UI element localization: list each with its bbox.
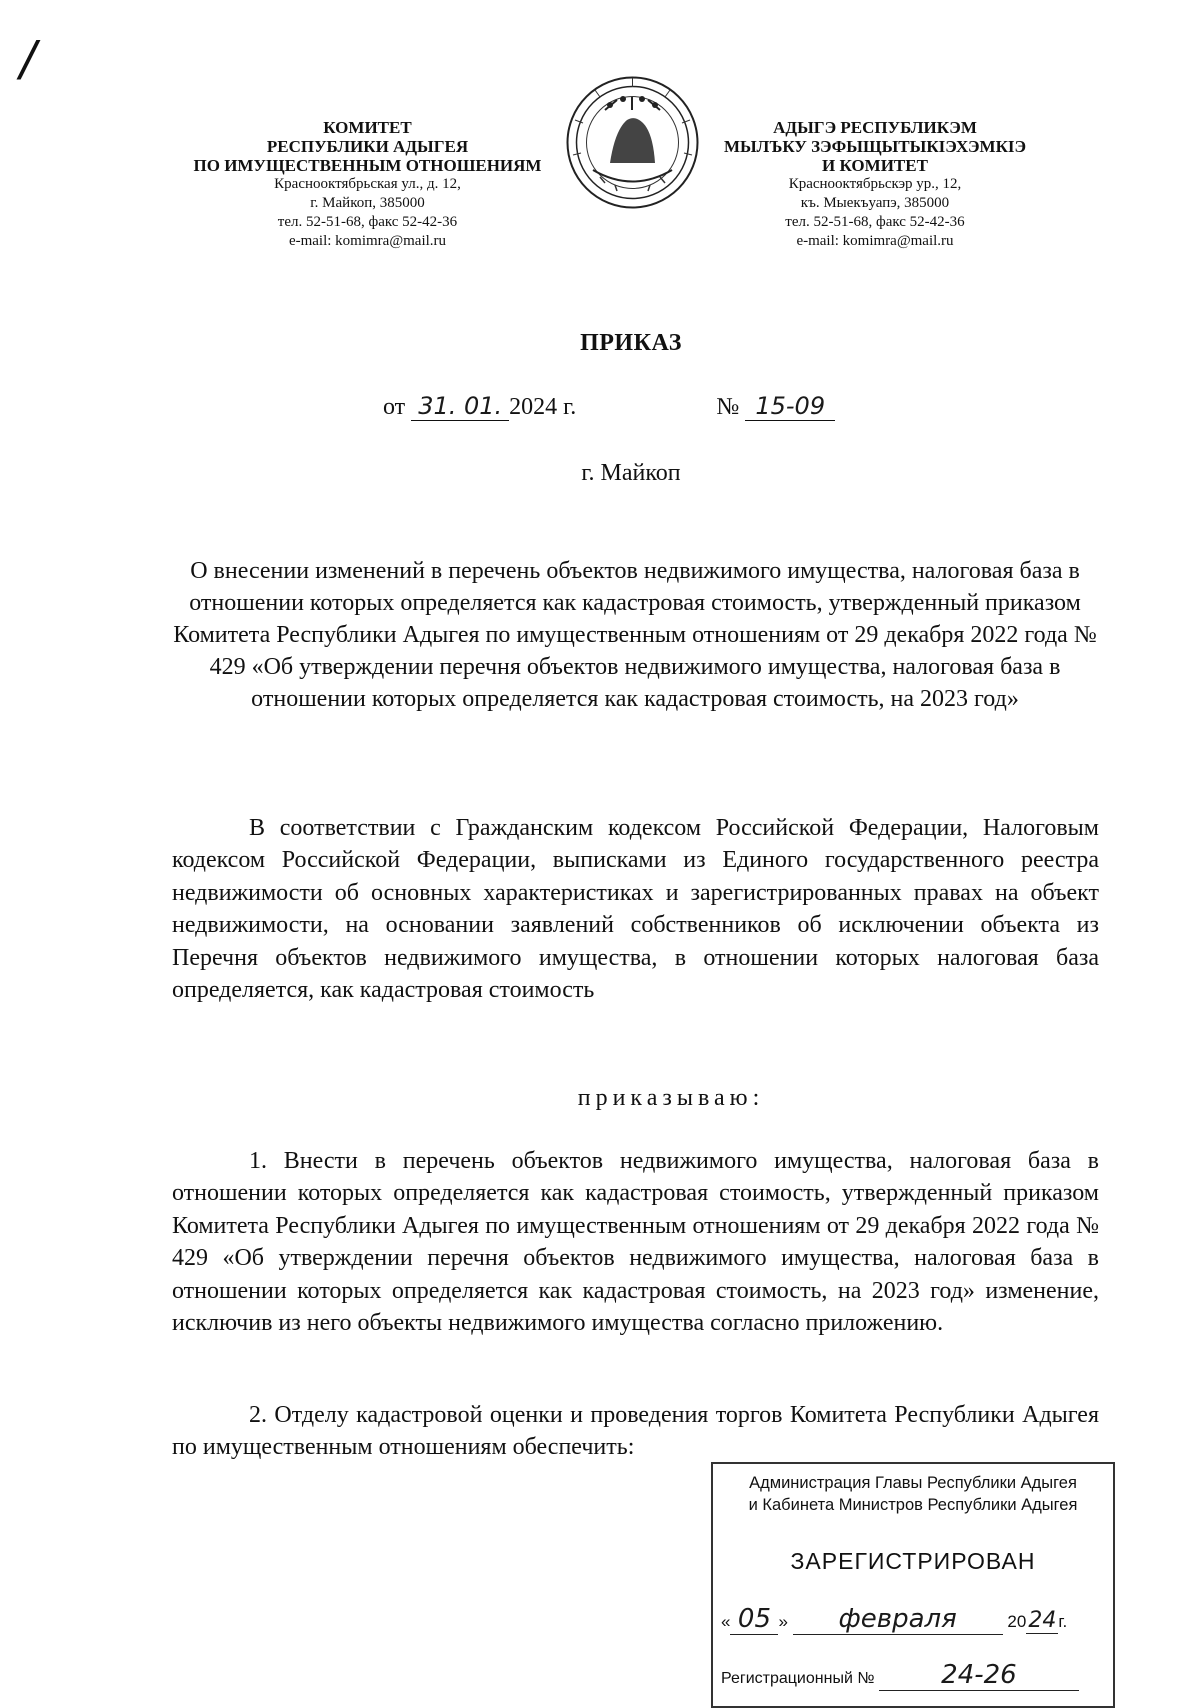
left-header-address1: Краснооктябрьская ул., д. 12, [274,176,461,192]
stamp-year-end: г. [1058,1612,1068,1631]
right-header-email: e-mail: komimra@mail.ru [796,233,954,249]
date-prefix: от [383,394,406,420]
right-header [700,118,1050,251]
right-header-phone: тел. 52-51-68, факс 52-42-36 [785,214,965,230]
stamp-open-quote: « [721,1612,731,1631]
stamp-day: 05 [730,1604,778,1635]
right-header-line1: АДЫГЭ РЕСПУБЛИКЭМ [773,118,977,137]
stamp-close-quote: » [778,1612,788,1631]
left-header-line1: КОМИТЕТ [323,118,412,137]
stamp-month: февраля [793,1604,1003,1635]
number-label: № [716,394,740,420]
stamp-reg-number: 24-26 [879,1660,1079,1691]
coat-of-arms-emblem [565,75,700,210]
order-word: приказываю: [577,1085,765,1111]
corner-mark: / [20,31,37,87]
handwritten-date: 31. 01. [411,392,509,421]
city: г. Майкоп [581,460,681,486]
item-2-paragraph: 2. Отделу кадастровой оценки и проведения торгов Комитета Республики Адыгея по имущественным отношениям обеспечить: [172,1402,1099,1461]
right-header-address2: къ. Мыекъуапэ, 385000 [800,195,950,211]
right-header-address1: Краснооктябрьскэр ур., 12, [788,176,962,192]
stamp-reg-line [721,1660,1105,1691]
document-title: ПРИКАЗ [580,330,682,356]
date-line [383,392,943,421]
stamp-date-line [721,1604,1105,1635]
handwritten-number: 15-09 [745,392,835,421]
left-header-line3: ПО ИМУЩЕСТВЕННЫМ ОТНОШЕНИЯМ [193,156,542,175]
stamp-status: ЗАРЕГИСТРИРОВАН [790,1548,1036,1574]
item-1-paragraph: 1. Внести в перечень объектов недвижимого имущества, налоговая база в отношении которых определяется как кадастровая стоимость, утвержденный приказом Комитета Республики Адыгея по имущественным отношениям от 29 декабря 2022 года № 429 «Об утверждении перечня объектов недвижимого имущества, налоговая база в отношении которых определяется как кадастровая стоимость, на 2023 год» изменение, исключив из него объекты недвижимого имущества согласно приложению. [172,1148,1099,1337]
stamp-reg-label: Регистрационный № [721,1670,875,1687]
stamp-year-prefix: 20 [1007,1612,1027,1631]
date-year: 2024 г. [509,394,577,420]
left-header [165,118,570,251]
stamp-header [719,1472,1107,1516]
left-header-address2: г. Майкоп, 385000 [310,195,425,211]
preamble-paragraph: В соответствии с Гражданским кодексом Российской Федерации, Налоговым кодексом Российской Федерации, выписками из Единого государственного реестра недвижимости об основных характеристиках и зарегистрированных правах на объект недвижимости, на основании заявлений собственников об исключении объекта из Перечня объектов недвижимого имущества, в отношении которых налоговая база определяется, как кадастровая стоимость [172,815,1099,1004]
document-subject: О внесении изменений в перечень объектов недвижимого имущества, налоговая база в отношении которых определяется как кадастровая стоимость, утвержденный приказом Комитета Республики Адыгея по имущественным отношениям от 29 декабря 2022 года № 429 «Об утверждении перечня объектов недвижимого имущества, налоговая база в отношении которых определяется как кадастровая стоимость, на 2023 год» [173,558,1097,712]
left-header-phone: тел. 52-51-68, факс 52-42-36 [277,214,458,230]
stamp-year-suffix: 24 [1028,1608,1057,1633]
registration-stamp [711,1462,1115,1708]
stamp-line2: и Кабинета Министров Республики Адыгея [748,1496,1078,1514]
right-header-line3: И КОМИТЕТ [822,156,928,175]
left-header-line2: РЕСПУБЛИКИ АДЫГЕЯ [266,137,469,156]
left-header-email: e-mail: komimra@mail.ru [288,233,447,249]
right-header-line2: МЫЛЪКУ ЗЭФЫЩЫТЫКIЭХЭМКIЭ [723,137,1027,156]
stamp-line1: Администрация Главы Республики Адыгея [749,1474,1077,1492]
